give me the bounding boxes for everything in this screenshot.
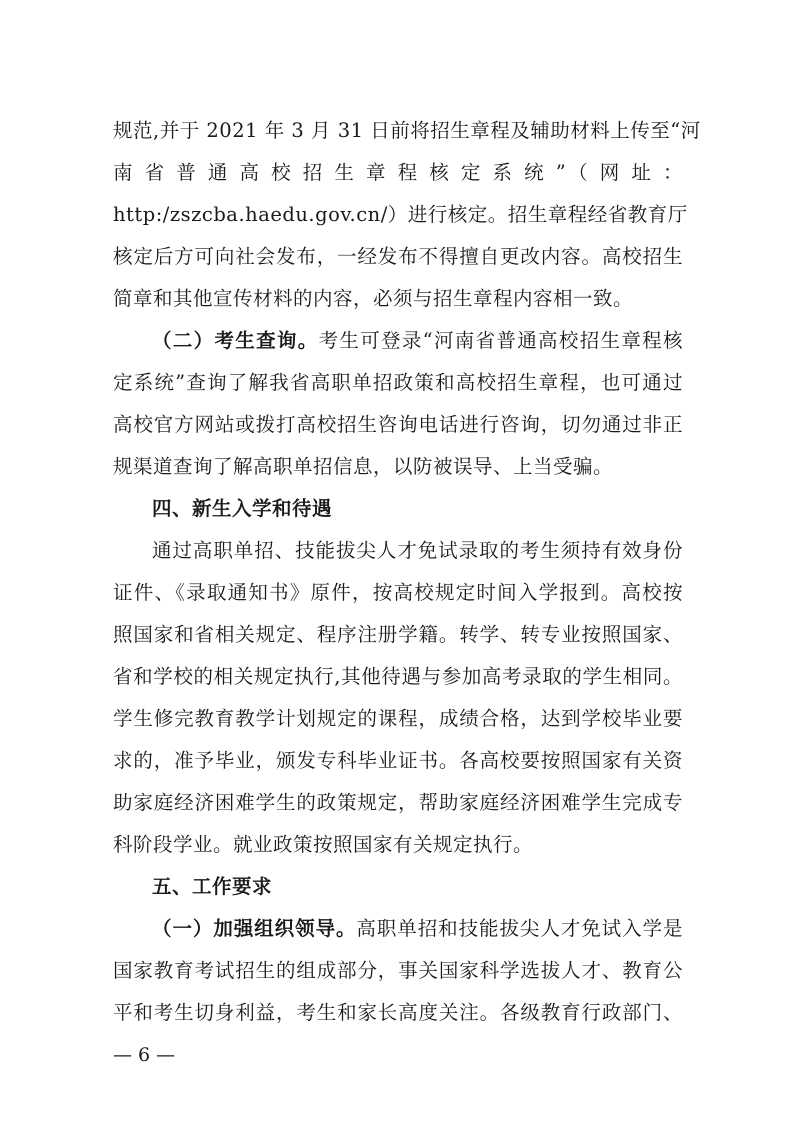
text-line: 规渠道查询了解高职单招信息，以防被误导、上当受骗。 [113,455,614,478]
text-line: 省和学校的相关规定执行,其他待遇与参加高考录取的学生相同。 [113,665,683,688]
text-line: 国家教育考试招生的组成部分，事关国家科学选拔人才、教育公 [113,959,683,982]
text-line: 学生修完教育教学计划规定的课程，成绩合格，达到学校毕业要 [113,707,683,730]
section-heading: 五、工作要求 [152,875,273,898]
text-line: 求的，准予毕业，颁发专科毕业证书。各高校要按照国家有关资 [113,749,683,772]
section-heading: 四、新生入学和待遇 [152,497,333,520]
text-line: 简章和其他宣传材料的内容，必须与招生章程内容相一致。 [113,287,634,310]
text-line: 核定后方可向社会发布，一经发布不得擅自更改内容。高校招生 [113,245,683,268]
text-line: 科阶段学业。就业政策按照国家有关规定执行。 [113,833,534,856]
text-line: 证件、《录取通知书》原件，按高校规定时间入学报到。高校按 [113,581,683,604]
text-line: http:/zszcba.haedu.gov.cn/）进行核定。招生章程经省教育厅 [113,203,688,226]
page-number: — 6 — [113,1044,176,1066]
text-line: 照国家和省相关规定、程序注册学籍。转学、转专业按照国家、 [113,623,683,646]
text-line: 助家庭经济困难学生的政策规定，帮助家庭经济困难学生完成专 [113,791,683,814]
text-line: 高校官方网站或拨打高校招生咨询电话进行咨询，切勿通过非正 [113,413,683,436]
paragraph-first-line: （一）加强组织领导。高职单招和技能拔尖人才免试入学是 [152,917,683,940]
text-line: 规范,并于 2021 年 3 月 31 日前将招生章程及辅助材料上传至“河 [113,119,701,142]
text-line: 南省普通高校招生章程核定系统”（网址： [113,161,683,184]
text-line: 定系统”查询了解我省高职单招政策和高校招生章程，也可通过 [113,371,683,394]
paragraph-first-line: （二）考生查询。考生可登录“河南省普通高校招生章程核 [152,329,683,352]
text-line: 通过高职单招、技能拔尖人才免试录取的考生须持有效身份 [152,539,683,562]
text-line: 平和考生切身利益，考生和家长高度关注。各级教育行政部门、 [113,1001,683,1024]
subsection-heading: （二）考生查询。 [152,329,319,352]
subsection-heading: （一）加强组织领导。 [152,917,357,940]
